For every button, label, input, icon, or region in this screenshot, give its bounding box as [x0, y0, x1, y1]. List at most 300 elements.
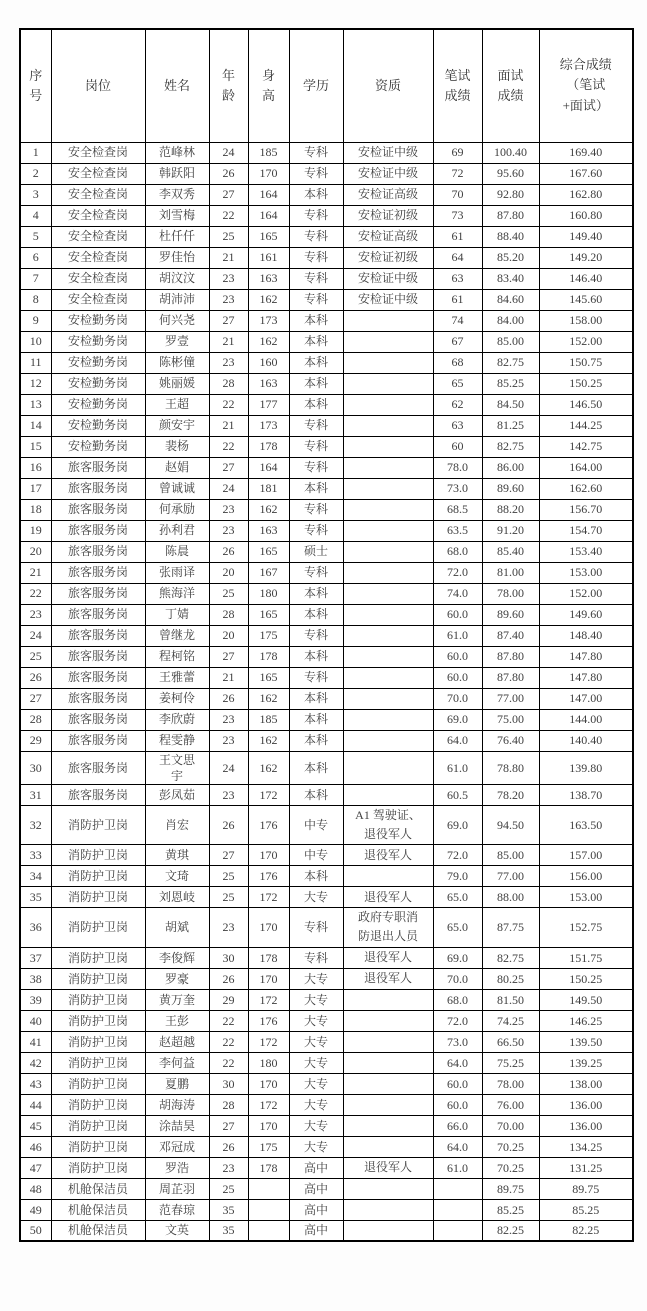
cell-education — [289, 805, 343, 844]
cell-name-value: 涂喆昊 — [158, 1118, 195, 1133]
cell-position — [51, 1073, 145, 1094]
cell-age-value: 27 — [222, 1118, 235, 1133]
cell-education-value: 本科 — [303, 787, 328, 802]
cell-height — [248, 1115, 289, 1136]
cell-index-value: 40 — [29, 1013, 42, 1028]
cell-interview-score — [482, 845, 539, 866]
table-row — [20, 1199, 633, 1220]
cell-name-value: 范峰林 — [158, 145, 195, 160]
cell-index — [20, 805, 51, 844]
cell-index-value: 49 — [29, 1202, 42, 1217]
cell-age-value: 27 — [222, 460, 235, 475]
cell-height-value: 178 — [259, 1160, 278, 1175]
cell-position — [51, 268, 145, 289]
cell-name-value: 夏鹏 — [164, 1076, 189, 1091]
cell-index — [20, 866, 51, 887]
cell-height — [248, 1094, 289, 1115]
cell-qualification — [343, 394, 433, 415]
cell-name — [145, 415, 209, 436]
cell-height-value: 178 — [259, 439, 278, 454]
cell-age-value: 26 — [222, 544, 235, 559]
cell-interview-score — [482, 805, 539, 844]
cell-height-value: 185 — [259, 145, 278, 160]
cell-position — [51, 1010, 145, 1031]
cell-written-score — [433, 478, 482, 499]
cell-combined-score — [539, 646, 633, 667]
cell-age-value: 29 — [222, 992, 235, 1007]
cell-height — [248, 1031, 289, 1052]
cell-combined-score-value: 146.50 — [569, 397, 603, 412]
cell-education-value: 高中 — [303, 1160, 328, 1175]
cell-interview-score-value: 81.00 — [497, 565, 524, 580]
column-header-label: 岗位 — [84, 77, 111, 93]
cell-index — [20, 478, 51, 499]
cell-age — [209, 730, 248, 751]
cell-written-score — [433, 947, 482, 968]
cell-height — [248, 709, 289, 730]
cell-qualification — [343, 968, 433, 989]
cell-written-score-value: 72.0 — [447, 848, 468, 863]
cell-qualification — [343, 709, 433, 730]
cell-height — [248, 478, 289, 499]
cell-qualification — [343, 1052, 433, 1073]
cell-name-value: 何承励 — [158, 502, 195, 517]
cell-combined-score-value: 152.75 — [569, 920, 603, 935]
cell-height — [248, 646, 289, 667]
cell-index-value: 4 — [32, 208, 39, 223]
cell-name-value: 陈晨 — [164, 544, 189, 559]
cell-combined-score — [539, 478, 633, 499]
cell-interview-score-value: 77.00 — [497, 691, 524, 706]
cell-interview-score-value: 75.00 — [497, 712, 524, 727]
cell-age — [209, 709, 248, 730]
cell-interview-score-value: 85.25 — [497, 1202, 524, 1217]
cell-index — [20, 1010, 51, 1031]
cell-written-score-value: 74.0 — [447, 586, 468, 601]
cell-age — [209, 1178, 248, 1199]
cell-written-score — [433, 646, 482, 667]
cell-combined-score — [539, 310, 633, 331]
cell-education — [289, 562, 343, 583]
table-row — [20, 499, 633, 520]
cell-name-value: 罗浩 — [164, 1160, 189, 1175]
cell-combined-score-value: 89.75 — [572, 1181, 600, 1196]
cell-position-value: 安检勤务岗 — [67, 376, 128, 391]
cell-education — [289, 184, 343, 205]
cell-combined-score — [539, 289, 633, 310]
cell-height-value: 163 — [259, 523, 278, 538]
cell-age-value: 26 — [222, 817, 235, 832]
cell-interview-score-value: 85.40 — [497, 544, 524, 559]
table-row — [20, 478, 633, 499]
cell-position-value: 旅客服务岗 — [67, 460, 128, 475]
cell-written-score-value: 65.0 — [447, 920, 468, 935]
cell-written-score-value: 61 — [451, 229, 464, 244]
cell-index-value: 16 — [29, 460, 42, 475]
cell-education — [289, 1052, 343, 1073]
cell-interview-score — [482, 268, 539, 289]
cell-combined-score — [539, 226, 633, 247]
cell-index — [20, 163, 51, 184]
cell-position-value: 消防护卫岗 — [67, 971, 128, 986]
cell-written-score-value: 60.0 — [447, 607, 468, 622]
cell-name-value: 姚丽媛 — [158, 376, 195, 391]
cell-qualification — [343, 520, 433, 541]
cell-education — [289, 1031, 343, 1052]
cell-height-value: 162 — [259, 292, 278, 307]
cell-name — [145, 1178, 209, 1199]
cell-height-value: 162 — [259, 502, 278, 517]
cell-education-value: 大专 — [303, 1118, 328, 1133]
cell-age — [209, 310, 248, 331]
cell-education — [289, 1010, 343, 1031]
cell-age-value: 25 — [222, 869, 235, 884]
table-row — [20, 1031, 633, 1052]
cell-height — [248, 163, 289, 184]
col-header-interview-score — [482, 29, 539, 142]
cell-index — [20, 730, 51, 751]
cell-interview-score-value: 87.80 — [497, 208, 524, 223]
cell-education — [289, 667, 343, 688]
cell-interview-score — [482, 908, 539, 947]
cell-education-value: 本科 — [303, 355, 328, 370]
cell-written-score — [433, 784, 482, 805]
cell-combined-score-value: 142.75 — [569, 439, 603, 454]
col-header-education — [289, 29, 343, 142]
cell-written-score-value: 60.0 — [447, 1076, 468, 1091]
column-header-label: 序号 — [29, 67, 43, 103]
cell-combined-score — [539, 1010, 633, 1031]
cell-interview-score-value: 85.25 — [497, 376, 524, 391]
cell-index-value: 28 — [29, 712, 42, 727]
cell-name-value: 颜安宇 — [158, 418, 195, 433]
cell-interview-score — [482, 352, 539, 373]
cell-index — [20, 268, 51, 289]
cell-position-value: 消防护卫岗 — [67, 1055, 128, 1070]
cell-qualification — [343, 331, 433, 352]
cell-age — [209, 268, 248, 289]
cell-name-value: 罗壹 — [164, 334, 189, 349]
cell-combined-score-value: 150.25 — [569, 971, 603, 986]
table-row — [20, 604, 633, 625]
cell-index-value: 27 — [29, 691, 42, 706]
cell-qualification — [343, 541, 433, 562]
cell-age-value: 23 — [222, 271, 235, 286]
cell-qualification — [343, 268, 433, 289]
cell-age — [209, 457, 248, 478]
table-row — [20, 436, 633, 457]
cell-education — [289, 1220, 343, 1241]
cell-written-score-value: 63 — [451, 271, 464, 286]
cell-age-value: 25 — [222, 229, 235, 244]
cell-qualification — [343, 205, 433, 226]
cell-combined-score-value: 82.25 — [572, 1223, 600, 1238]
cell-combined-score-value: 149.60 — [569, 607, 603, 622]
cell-education-value: 专科 — [303, 271, 328, 286]
cell-position-value: 旅客服务岗 — [67, 733, 128, 748]
cell-position — [51, 541, 145, 562]
table-row — [20, 226, 633, 247]
cell-position — [51, 1220, 145, 1241]
cell-name-value: 姜柯伶 — [158, 691, 195, 706]
table-row — [20, 989, 633, 1010]
cell-written-score-value: 70 — [451, 187, 464, 202]
cell-height-value: 180 — [259, 1055, 278, 1070]
table-body — [20, 142, 633, 1241]
cell-interview-score-value: 83.40 — [497, 271, 524, 286]
cell-position — [51, 205, 145, 226]
cell-interview-score-value: 89.60 — [497, 607, 524, 622]
cell-written-score-value: 61 — [451, 292, 464, 307]
cell-name — [145, 520, 209, 541]
cell-qualification — [343, 310, 433, 331]
table-row — [20, 1010, 633, 1031]
cell-age-value: 23 — [222, 292, 235, 307]
table-row — [20, 562, 633, 583]
cell-name-value: 赵娟 — [164, 460, 189, 475]
cell-position-value: 旅客服务岗 — [67, 481, 128, 496]
cell-qualification — [343, 142, 433, 163]
cell-combined-score-value: 153.00 — [569, 565, 603, 580]
cell-combined-score-value: 139.50 — [569, 1034, 603, 1049]
table-row — [20, 1220, 633, 1241]
cell-written-score-value: 64 — [451, 250, 464, 265]
cell-combined-score-value: 131.25 — [569, 1160, 603, 1175]
cell-position — [51, 415, 145, 436]
cell-qualification — [343, 1178, 433, 1199]
cell-combined-score — [539, 394, 633, 415]
cell-height-value: 165 — [259, 229, 278, 244]
cell-qualification — [343, 1010, 433, 1031]
cell-position-value: 消防护卫岗 — [67, 1139, 128, 1154]
table-row — [20, 373, 633, 394]
cell-combined-score — [539, 968, 633, 989]
cell-height — [248, 226, 289, 247]
cell-name-value: 文琦 — [164, 869, 189, 884]
cell-position-value: 安全检查岗 — [67, 292, 128, 307]
table-row — [20, 751, 633, 784]
cell-combined-score-value: 147.80 — [569, 670, 603, 685]
cell-qualification — [343, 373, 433, 394]
cell-combined-score-value: 146.40 — [569, 271, 603, 286]
cell-index — [20, 247, 51, 268]
cell-education-value: 本科 — [303, 481, 328, 496]
column-header-label: 学历 — [302, 77, 329, 93]
cell-interview-score — [482, 1115, 539, 1136]
cell-education — [289, 310, 343, 331]
cell-written-score — [433, 142, 482, 163]
cell-interview-score — [482, 1052, 539, 1073]
cell-name-value: 曾继龙 — [158, 628, 195, 643]
cell-age-value: 22 — [222, 1055, 235, 1070]
cell-education — [289, 499, 343, 520]
cell-combined-score-value: 157.00 — [569, 848, 603, 863]
cell-height-value: 164 — [259, 187, 278, 202]
cell-combined-score — [539, 142, 633, 163]
cell-height — [248, 667, 289, 688]
cell-position-value: 旅客服务岗 — [67, 565, 128, 580]
cell-age-value: 27 — [222, 313, 235, 328]
cell-written-score — [433, 730, 482, 751]
cell-education-value: 专科 — [303, 628, 328, 643]
cell-education-value: 专科 — [303, 292, 328, 307]
cell-written-score — [433, 1010, 482, 1031]
cell-index — [20, 1136, 51, 1157]
cell-position-value: 机舱保洁员 — [67, 1181, 128, 1196]
cell-height — [248, 331, 289, 352]
cell-name — [145, 562, 209, 583]
cell-name — [145, 805, 209, 844]
cell-age-value: 24 — [222, 760, 235, 775]
cell-position-value: 安全检查岗 — [67, 229, 128, 244]
cell-interview-score-value: 100.40 — [494, 145, 527, 160]
cell-name-value: 李欣蔚 — [158, 712, 195, 727]
cell-qualification — [343, 226, 433, 247]
cell-combined-score-value: 163.50 — [569, 817, 603, 832]
cell-written-score — [433, 751, 482, 784]
cell-name — [145, 730, 209, 751]
cell-name — [145, 1094, 209, 1115]
cell-index-value: 30 — [29, 760, 42, 775]
cell-qualification — [343, 989, 433, 1010]
cell-age — [209, 1052, 248, 1073]
cell-age — [209, 908, 248, 947]
cell-education — [289, 866, 343, 887]
cell-name-value: 刘雪梅 — [158, 208, 195, 223]
cell-position — [51, 247, 145, 268]
cell-name — [145, 478, 209, 499]
cell-name — [145, 226, 209, 247]
cell-index — [20, 520, 51, 541]
cell-index — [20, 1199, 51, 1220]
cell-education-value: 专科 — [303, 145, 328, 160]
cell-age — [209, 688, 248, 709]
cell-qualification-value: 退役军人 — [363, 971, 412, 986]
cell-height-value: 165 — [259, 670, 278, 685]
cell-position — [51, 562, 145, 583]
cell-written-score — [433, 415, 482, 436]
cell-index — [20, 184, 51, 205]
cell-position — [51, 908, 145, 947]
cell-age-value: 24 — [222, 481, 235, 496]
cell-education-value: 大专 — [303, 971, 328, 986]
cell-index-value: 21 — [29, 565, 42, 580]
cell-interview-score-value: 82.25 — [497, 1223, 524, 1238]
cell-position — [51, 142, 145, 163]
cell-interview-score — [482, 562, 539, 583]
col-header-position — [51, 29, 145, 142]
cell-education-value: 大专 — [303, 1034, 328, 1049]
cell-position-value: 安全检查岗 — [67, 145, 128, 160]
cell-combined-score-value: 154.70 — [569, 523, 603, 538]
cell-interview-score — [482, 541, 539, 562]
cell-index — [20, 1094, 51, 1115]
cell-position-value: 安检勤务岗 — [67, 355, 128, 370]
cell-age — [209, 887, 248, 908]
cell-written-score-value: 69 — [451, 145, 464, 160]
cell-position — [51, 373, 145, 394]
cell-position-value: 安检勤务岗 — [67, 418, 128, 433]
cell-age — [209, 247, 248, 268]
cell-qualification-value: 安检证中级 — [357, 270, 418, 285]
cell-age — [209, 1073, 248, 1094]
cell-position-value: 安检勤务岗 — [67, 313, 128, 328]
cell-qualification — [343, 667, 433, 688]
cell-index-value: 22 — [29, 586, 42, 601]
cell-name-value: 熊海洋 — [158, 586, 195, 601]
cell-education-value: 本科 — [303, 869, 328, 884]
cell-position-value: 消防护卫岗 — [67, 920, 128, 935]
cell-name-value: 何兴尧 — [158, 313, 195, 328]
cell-index-value: 26 — [29, 670, 42, 685]
cell-combined-score — [539, 751, 633, 784]
cell-education-value: 专科 — [303, 439, 328, 454]
cell-education — [289, 352, 343, 373]
cell-education — [289, 1157, 343, 1178]
cell-height-value: 172 — [259, 1097, 278, 1112]
cell-combined-score-value: 136.00 — [569, 1118, 603, 1133]
cell-qualification — [343, 730, 433, 751]
cell-height-value: 173 — [259, 313, 278, 328]
cell-index — [20, 1220, 51, 1241]
cell-name — [145, 499, 209, 520]
cell-height — [248, 520, 289, 541]
cell-age — [209, 142, 248, 163]
cell-education-value: 大专 — [303, 1055, 328, 1070]
cell-qualification — [343, 1157, 433, 1178]
cell-name — [145, 289, 209, 310]
cell-age — [209, 583, 248, 604]
cell-name — [145, 1136, 209, 1157]
cell-index — [20, 968, 51, 989]
col-header-age — [209, 29, 248, 142]
cell-combined-score — [539, 1136, 633, 1157]
cell-written-score — [433, 394, 482, 415]
cell-written-score — [433, 310, 482, 331]
cell-height — [248, 1073, 289, 1094]
cell-height-value: 162 — [259, 691, 278, 706]
cell-position — [51, 478, 145, 499]
cell-qualification — [343, 1031, 433, 1052]
cell-combined-score — [539, 1073, 633, 1094]
cell-index-value: 50 — [29, 1223, 42, 1238]
cell-written-score — [433, 968, 482, 989]
cell-height-value: 172 — [259, 992, 278, 1007]
cell-index-value: 29 — [29, 733, 42, 748]
cell-education-value: 专科 — [303, 565, 328, 580]
cell-combined-score — [539, 1115, 633, 1136]
cell-education — [289, 688, 343, 709]
cell-interview-score-value: 78.00 — [497, 1076, 524, 1091]
cell-position — [51, 688, 145, 709]
cell-age — [209, 289, 248, 310]
cell-name-value: 程雯静 — [158, 733, 195, 748]
cell-age — [209, 1136, 248, 1157]
cell-education — [289, 1115, 343, 1136]
cell-height-value: 164 — [259, 460, 278, 475]
cell-combined-score-value: 158.00 — [569, 313, 603, 328]
cell-education-value: 专科 — [303, 418, 328, 433]
cell-age-value: 26 — [222, 691, 235, 706]
cell-age-value: 23 — [222, 712, 235, 727]
cell-age-value: 25 — [222, 1181, 235, 1196]
cell-height-value: 167 — [259, 565, 278, 580]
cell-interview-score-value: 85.20 — [497, 250, 524, 265]
cell-education — [289, 142, 343, 163]
cell-qualification — [343, 805, 433, 844]
cell-position — [51, 499, 145, 520]
cell-name — [145, 142, 209, 163]
